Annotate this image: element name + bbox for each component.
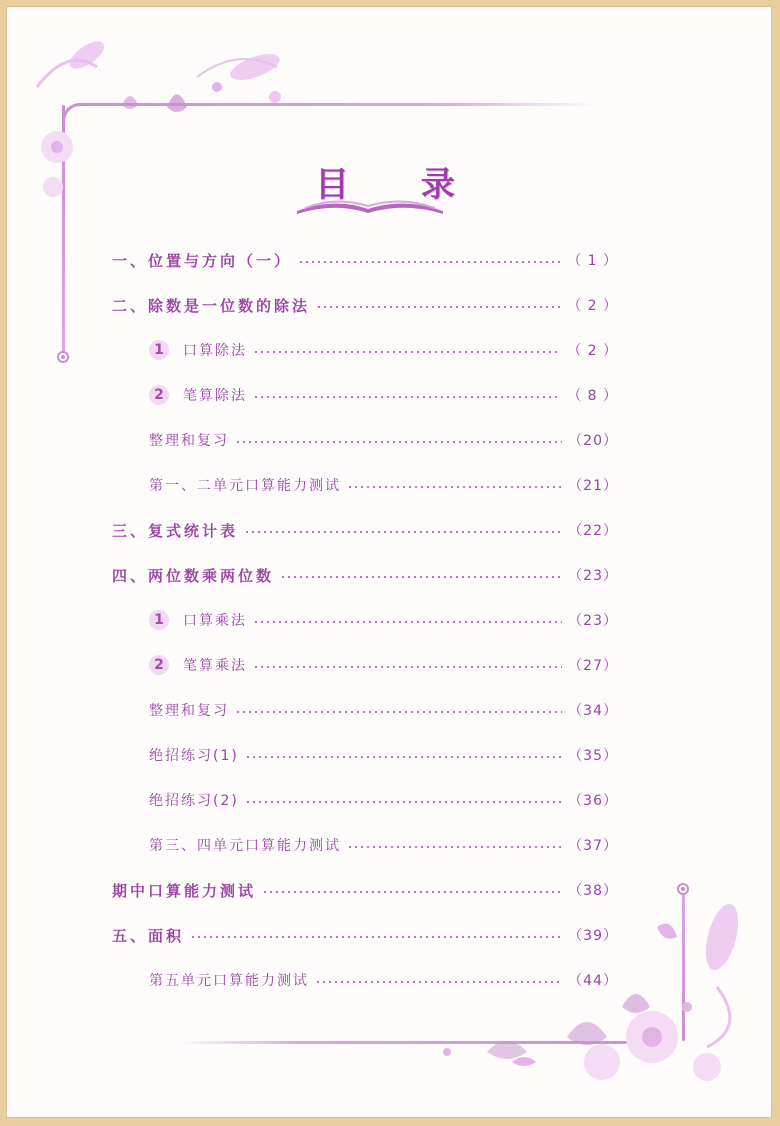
toc-entry-title: 期中口算能力测试 bbox=[112, 881, 257, 900]
section-number-badge: 1 bbox=[149, 610, 169, 630]
leader-dots bbox=[245, 756, 562, 758]
toc-entry-title: 笔算除法 bbox=[183, 388, 247, 404]
leader-dots bbox=[190, 936, 562, 938]
toc-entry-title: 三、复式统计表 bbox=[112, 521, 239, 540]
leader-dots bbox=[253, 351, 561, 353]
toc-entry-page: （23） bbox=[568, 568, 618, 584]
toc-entry[interactable] bbox=[112, 923, 618, 947]
toc-entry-title: 口算除法 bbox=[183, 343, 247, 359]
toc-entry-title: 二、除数是一位数的除法 bbox=[112, 296, 311, 315]
table-of-contents bbox=[7, 7, 772, 1118]
toc-entry-page: （34） bbox=[568, 703, 618, 719]
leader-dots bbox=[347, 486, 562, 488]
toc-entry-title: 五、面积 bbox=[112, 926, 185, 945]
toc-entry-title: 第五单元口算能力测试 bbox=[149, 973, 309, 989]
toc-entry[interactable] bbox=[112, 293, 618, 317]
toc-entry[interactable] bbox=[112, 248, 618, 272]
toc-entry-title: 笔算乘法 bbox=[183, 658, 247, 674]
leader-dots bbox=[253, 396, 561, 398]
toc-entry[interactable] bbox=[149, 833, 618, 857]
toc-entry-page: （44） bbox=[568, 973, 618, 989]
toc-entry[interactable] bbox=[149, 968, 618, 992]
leader-dots bbox=[298, 261, 561, 263]
page bbox=[6, 6, 772, 1118]
leader-dots bbox=[280, 576, 562, 578]
toc-entry-page: （ 1 ） bbox=[567, 253, 618, 269]
toc-entry[interactable] bbox=[149, 428, 618, 452]
leader-dots bbox=[235, 441, 562, 443]
toc-entry-page: （23） bbox=[568, 613, 618, 629]
toc-entry-page: （ 2 ） bbox=[567, 298, 618, 314]
toc-entry[interactable] bbox=[149, 653, 618, 677]
toc-entry[interactable] bbox=[149, 608, 618, 632]
leader-dots bbox=[262, 891, 562, 893]
section-number-badge: 2 bbox=[149, 655, 169, 675]
toc-entry-page: （22） bbox=[568, 523, 618, 539]
leader-dots bbox=[245, 801, 562, 803]
leader-dots bbox=[253, 621, 562, 623]
leader-dots bbox=[315, 981, 562, 983]
toc-entry-page: （20） bbox=[568, 433, 618, 449]
toc-entry-page: （21） bbox=[568, 478, 618, 494]
toc-entry[interactable] bbox=[112, 563, 618, 587]
toc-entry-page: （ 2 ） bbox=[567, 343, 618, 359]
toc-entry[interactable] bbox=[112, 878, 618, 902]
leader-dots bbox=[347, 846, 562, 848]
toc-entry-title: 四、两位数乘两位数 bbox=[112, 566, 275, 585]
toc-entry[interactable] bbox=[149, 743, 618, 767]
toc-entry-title: 整理和复习 bbox=[149, 433, 229, 449]
section-number-badge: 1 bbox=[149, 340, 169, 360]
toc-entry-title: 第三、四单元口算能力测试 bbox=[149, 838, 341, 854]
toc-entry-page: （27） bbox=[568, 658, 618, 674]
toc-entry-page: （36） bbox=[568, 793, 618, 809]
toc-entry-title: 绝招练习(2) bbox=[149, 793, 239, 809]
leader-dots bbox=[244, 531, 562, 533]
toc-entry-title: 绝招练习(1) bbox=[149, 748, 239, 764]
leader-dots bbox=[316, 306, 561, 308]
toc-entry[interactable] bbox=[112, 518, 618, 542]
toc-entry-page: （39） bbox=[568, 928, 618, 944]
section-number-badge: 2 bbox=[149, 385, 169, 405]
toc-entry-title: 第一、二单元口算能力测试 bbox=[149, 478, 341, 494]
toc-entry-title: 整理和复习 bbox=[149, 703, 229, 719]
toc-entry-page: （ 8 ） bbox=[567, 388, 618, 404]
leader-dots bbox=[235, 711, 562, 713]
toc-entry-page: （37） bbox=[568, 838, 618, 854]
toc-entry[interactable] bbox=[149, 473, 618, 497]
toc-entry[interactable] bbox=[149, 338, 618, 362]
toc-entry-title: 口算乘法 bbox=[183, 613, 247, 629]
toc-entry-page: （38） bbox=[568, 883, 618, 899]
toc-entry-page: （35） bbox=[568, 748, 618, 764]
toc-entry[interactable] bbox=[149, 698, 618, 722]
leader-dots bbox=[253, 666, 562, 668]
page-title: 目 录 bbox=[315, 165, 485, 205]
toc-entry[interactable] bbox=[149, 788, 618, 812]
toc-entry[interactable] bbox=[149, 383, 618, 407]
toc-entry-title: 一、位置与方向（一） bbox=[112, 251, 293, 270]
